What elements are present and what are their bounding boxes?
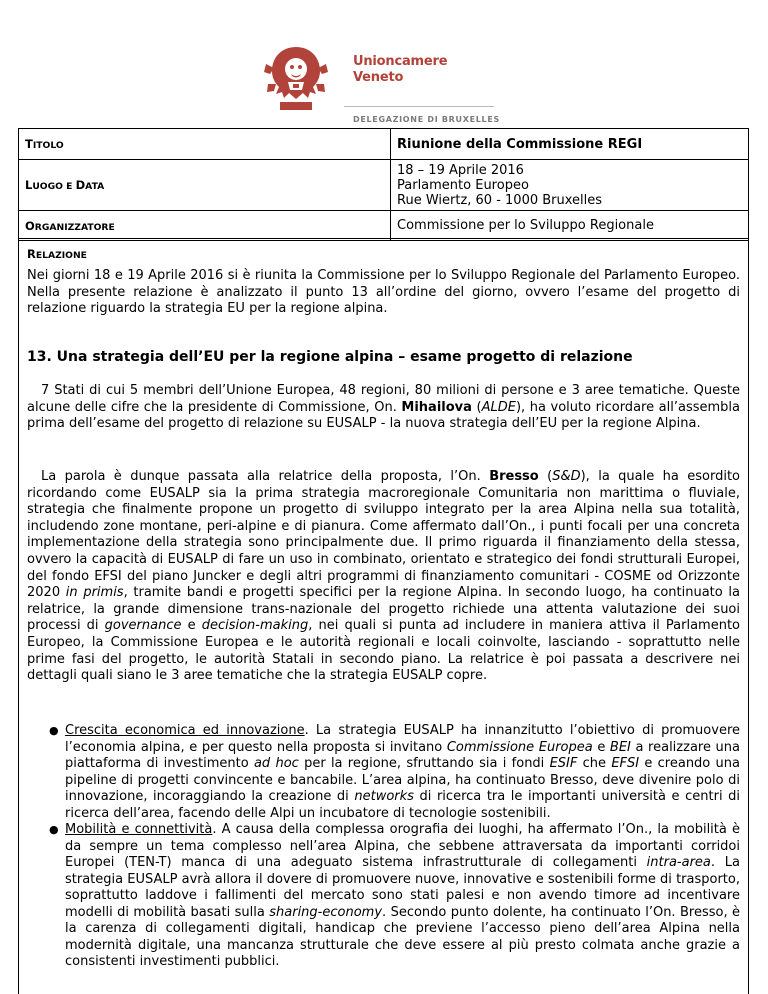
section-title: 13. Una strategia dell’EU per la regione alpina – esame progetto di relazione (27, 349, 633, 365)
list-item: ● Crescita economica ed innovazione. La strategia EUSALP ha innanzitutto l’obiettivo di promuovere l’economia alpina, e per questo nella proposta si invitano Commissione Europea e BEI a realizzare una piattaforma di investimento ad hoc per la regione, sfruttando sia i fondi ESIF che EFSI e creando una pipeline di progetti convincente e bancabile. L’area alpina, ha continuato Bresso, deve divenire polo di innovazione, incoraggiando la creazione di networks di ricerca tra le importanti università e centri di ricerca dell’area, facendo delle Alpi un incubatore di tecnologie sostenibili. (49, 723, 741, 821)
relazione-box (18, 238, 749, 994)
value-titolo: Riunione della Commissione REGI (391, 129, 749, 160)
table-row-organizzatore (19, 211, 749, 241)
paragraph-bresso: La parola è dunque passata alla relatrice della proposta, l’On. Bresso (S&D), la quale ha esordito ricordando come EUSALP sia la prima strategia macroregionale Comunitaria non marittima o fluviale, strategia che finalmente propone un progetto di sviluppo integrato per la area Alpina nella sua totalità, includendo zone montane, peri-alpine e di pianura. Come affermato dall’On., i punti focali per una concreta implementazione della strategia sono principalmente due. Il primo riguarda il finanziamento della stessa, ovvero la capacità di EUSALP di fare un uso in combinato, orientato e strategico dei fondi strutturali Europei, del fondo EFSI del piano Juncker e degli altri programmi di finanziamento comunitari - COSME od Orizzonte 2020 in primis, tramite bandi e progetti specifici per la regione Alpina. In secondo luogo, ha continuato la relatrice, la grande dimensione trans-nazionale del progetto richiede una attenta valutazione dei suoi processi di governance e decision-making, nei quali si punta ad includere in maniera attiva il Parlamento Europeo, la Commissione Europea e le autorità regionali e locali coinvolte, lasciando - soprattutto nelle prime fasi del progetto, le autorità Statali in secondo piano. La relatrice è poi passata a descrivere nei dettagli quali siano le 3 aree tematiche che la strategia EUSALP copre. (27, 469, 740, 684)
venue-line: Parlamento Europeo (397, 177, 529, 193)
lion-of-saint-mark-icon (262, 44, 330, 114)
label-luogo-data: LUOGO E DATA (19, 160, 391, 211)
address-line: Rue Wiertz, 60 - 1000 Bruxelles (397, 192, 603, 208)
label-organizzatore: ORGANIZZATORE (19, 211, 391, 241)
label-titolo: TITOLO (19, 129, 391, 160)
list-item: ● Mobilità e connettività. A causa della complessa orografia dei luoghi, ha affermato l’On., la mobilità è da sempre un tema complesso nell’area Alpina, che sebbene attraversata da importanti corridoi Europei (TEN-T) manca di una adeguato sistema infrastrutturale di collegamenti intra-area. La strategia EUSALP avrà allora il dovere di promuovere nuove, innovative e sostenibili forme di trasporto, soprattutto laddove i fallimenti del mercato sono stati palesi e non avendo timore ad incentivare modelli di mobilità basati sulla sharing-economy. Secondo punto dolente, ha continuato l’On. Bresso, è la carenza di collegamenti digitali, handicap che previene l’accesso pieno dell’area Alpina nella modernità digitale, una mancanza strutturale che deve essere al più presto colmata anche grazie a consistenti investimenti pubblici. (49, 822, 740, 969)
logo-divider (344, 106, 494, 107)
bullet-icon: ● (49, 724, 59, 737)
themes-list (27, 723, 740, 971)
table-row-titolo (19, 129, 749, 160)
info-table (18, 128, 749, 241)
table-row-luogo (19, 160, 749, 211)
value-organizzatore: Commissione per lo Sviluppo Regionale (391, 211, 749, 241)
relazione-heading: RELAZIONE (27, 247, 87, 261)
brand-name-line1: Unioncamere (353, 54, 448, 69)
brand-subtitle: DELEGAZIONE DI BRUXELLES (353, 115, 500, 124)
brand-name-line2: Veneto (353, 70, 404, 85)
bullet-icon: ● (49, 823, 59, 836)
intro-paragraph: Nei giorni 18 e 19 Aprile 2016 si è riunita la Commissione per lo Sviluppo Regionale del Parlamento Europeo. Nella presente relazione è analizzato il punto 13 all’ordine del giorno, ovvero l’esame del progetto di relazione riguardo la strategia EU per la regione alpina. (27, 268, 740, 316)
header-logo (262, 44, 602, 124)
date-line: 18 – 19 Aprile 2016 (397, 162, 524, 178)
value-luogo-data (391, 160, 749, 211)
paragraph-mihailova: 7 Stati di cui 5 membri dell’Unione Europea, 48 regioni, 80 milioni di persone e 3 aree tematiche. Queste alcune delle cifre che la presidente di Commissione, On. Mihailova (ALDE), ha voluto ricordare all’assembla prima dell’esame del progetto di relazione su EUSALP - la nuova strategia dell’EU per la regione Alpina. (27, 383, 740, 431)
